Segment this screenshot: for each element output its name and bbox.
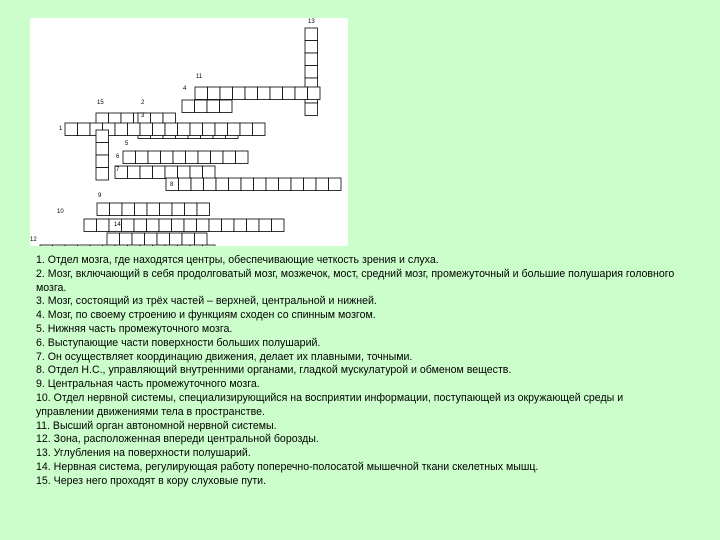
clue-item: 14. Нервная система, регулирующая работу поперечно-полосатой мышечной ткани скелетных мышц.: [36, 460, 539, 473]
crossword-cell: [195, 233, 208, 246]
crossword-cell: [283, 87, 296, 100]
crossword-cell: [203, 166, 216, 179]
crossword-cell: [178, 166, 191, 179]
crossword-cell: [241, 178, 254, 191]
crossword-cell: [65, 123, 78, 136]
crossword-cell: [305, 103, 318, 116]
crossword-cell: [266, 178, 279, 191]
crossword-number: 15: [97, 100, 104, 106]
crossword-cell: [204, 178, 217, 191]
crossword-cell: [304, 178, 317, 191]
crossword-cell: [145, 233, 158, 246]
clue-item: 10. Отдел нервной системы, специализирующийся на восприятии информации, поступающей из окружающей среды и управлении движениями тела в пространстве.: [36, 391, 624, 418]
crossword-number: 5: [125, 141, 129, 147]
crossword-cell: [254, 178, 267, 191]
crossword-cell: [253, 123, 266, 136]
crossword-cell: [96, 130, 109, 143]
crossword-cell: [279, 178, 292, 191]
crossword-cell: [134, 219, 147, 232]
crossword-cell: [140, 166, 153, 179]
crossword-cell: [236, 151, 249, 164]
crossword-cell: [179, 178, 192, 191]
crossword-cell: [209, 219, 222, 232]
crossword-cell: [122, 203, 135, 216]
crossword-cell: [229, 178, 242, 191]
crossword-number: 4: [183, 86, 187, 92]
crossword-cell: [115, 245, 128, 246]
crossword-cell: [128, 245, 141, 246]
crossword-cell: [190, 123, 203, 136]
crossword-cell: [136, 151, 149, 164]
crossword-cell: [270, 87, 283, 100]
crossword-cell: [97, 203, 110, 216]
crossword-cell: [233, 87, 246, 100]
clue-item: 8. Отдел Н.С., управляющий внутренними органами, гладкой мускулатурой и обменом веществ.: [36, 364, 512, 377]
clue-item: 9. Центральная часть промежуточного мозга.: [36, 378, 260, 391]
crossword-cell: [316, 178, 329, 191]
crossword-cell: [148, 151, 161, 164]
crossword-cell: [120, 233, 133, 246]
clue-item: 6. Выступающие части поверхности больших полушарий.: [36, 336, 321, 349]
crossword-grid-lines: [30, 18, 348, 246]
crossword-cell: [305, 66, 318, 79]
crossword-number: 2: [141, 100, 145, 106]
crossword-cell: [184, 219, 197, 232]
crossword-cell: [195, 100, 208, 113]
crossword-cell: [65, 245, 78, 246]
crossword-number: 14: [114, 222, 121, 228]
crossword-cell: [329, 178, 342, 191]
crossword-cell: [161, 151, 174, 164]
crossword-cell: [96, 155, 109, 168]
crossword-cell: [115, 123, 128, 136]
crossword-cell: [247, 219, 260, 232]
crossword-cell: [165, 166, 178, 179]
crossword-cell: [305, 41, 318, 54]
crossword-cell: [128, 166, 141, 179]
crossword-cell: [159, 219, 172, 232]
crossword-number: 3: [141, 113, 145, 119]
crossword-cell: [135, 203, 148, 216]
clue-item: 4. Мозг, по своему строению и функциям сходен со спинным мозгом.: [36, 309, 376, 322]
clue-item: 7. Он осуществляет координацию движения, делает их плавными, точными.: [36, 350, 413, 363]
crossword-cell: [40, 245, 53, 246]
crossword-number: 7: [116, 167, 120, 173]
crossword-cell: [222, 219, 235, 232]
clue-item: 13. Углубления на поверхности полушарий.: [36, 447, 251, 460]
crossword-cell: [147, 219, 160, 232]
crossword-cell: [123, 151, 136, 164]
crossword-cell: [190, 166, 203, 179]
crossword-cell: [211, 151, 224, 164]
crossword-cell: [153, 123, 166, 136]
crossword-cell: [216, 178, 229, 191]
crossword-cell: [191, 178, 204, 191]
crossword-cell: [157, 233, 170, 246]
crossword-cell: [203, 245, 216, 246]
crossword-cell: [90, 245, 103, 246]
crossword-cell: [203, 123, 216, 136]
crossword-cell: [185, 203, 198, 216]
clue-item: 2. Мозг, включающий в себя продолговатый мозг, мозжечок, мост, средний мозг, промежуточный и большие полушария головного мозга.: [36, 267, 675, 294]
crossword-cell: [178, 123, 191, 136]
crossword-cell: [245, 87, 258, 100]
crossword-cell: [220, 100, 233, 113]
crossword-grid: [30, 18, 348, 246]
crossword-cell: [160, 203, 173, 216]
crossword-cell: [128, 123, 141, 136]
clue-list: [36, 254, 676, 489]
crossword-cell: [96, 143, 109, 156]
clue-item: 12. Зона, расположенная впереди центральной борозды.: [36, 433, 319, 446]
crossword-cell: [140, 245, 153, 246]
crossword-cell: [53, 245, 66, 246]
crossword-cell: [122, 219, 135, 232]
crossword-cell: [147, 203, 160, 216]
crossword-cell: [78, 245, 91, 246]
crossword-number: 9: [98, 193, 102, 199]
clue-item: 11. Высший орган автономной нервной системы.: [36, 419, 277, 432]
clue-item: 1. Отдел мозга, где находятся центры, обеспечивающие четкость зрения и слуха.: [36, 254, 439, 266]
crossword-cell: [153, 166, 166, 179]
crossword-cell: [132, 233, 145, 246]
crossword-cell: [97, 219, 110, 232]
crossword-cell: [220, 87, 233, 100]
crossword-cell: [228, 123, 241, 136]
crossword-cell: [234, 219, 247, 232]
crossword-cell: [170, 233, 183, 246]
crossword-number: 6: [116, 154, 120, 160]
crossword-cell: [195, 87, 208, 100]
crossword-cell: [107, 233, 120, 246]
crossword-cell: [197, 203, 210, 216]
crossword-cell: [308, 87, 321, 100]
crossword-cell: [178, 245, 191, 246]
clue-item: 15. Через него проходят в кору слуховые пути.: [36, 474, 267, 487]
crossword-number: 11: [196, 74, 203, 80]
crossword-cell: [223, 151, 236, 164]
crossword-cell: [172, 219, 185, 232]
crossword-cell: [84, 219, 97, 232]
crossword-number: 12: [30, 237, 37, 243]
crossword-cell: [272, 219, 285, 232]
crossword-cell: [207, 100, 220, 113]
crossword-cell: [165, 123, 178, 136]
crossword-cell: [103, 245, 116, 246]
crossword-cell: [140, 123, 153, 136]
crossword-cell: [305, 28, 318, 41]
crossword-number: 10: [57, 209, 64, 215]
crossword-cell: [182, 100, 195, 113]
crossword-cell: [291, 178, 304, 191]
crossword-cell: [96, 168, 109, 181]
crossword-number: 13: [308, 19, 315, 25]
crossword-cell: [165, 245, 178, 246]
crossword-cell: [198, 151, 211, 164]
crossword-cell: [173, 151, 186, 164]
crossword-cell: [190, 245, 203, 246]
crossword-cell: [182, 233, 195, 246]
crossword-cell: [78, 123, 91, 136]
crossword-cell: [197, 219, 210, 232]
crossword-cell: [258, 87, 271, 100]
crossword-number: 1: [59, 126, 63, 132]
crossword-cell: [305, 53, 318, 66]
crossword-cell: [208, 87, 221, 100]
crossword-cell: [215, 123, 228, 136]
crossword-cell: [153, 245, 166, 246]
clue-item: 3. Мозг, состоящий из трёх частей – верхней, центральной и нижней.: [36, 295, 377, 308]
crossword-cell: [186, 151, 199, 164]
crossword-cell: [172, 203, 185, 216]
crossword-cell: [295, 87, 308, 100]
crossword-cell: [240, 123, 253, 136]
crossword-cell: [110, 203, 123, 216]
crossword-number: 8: [170, 182, 174, 188]
crossword-cell: [259, 219, 272, 232]
clue-item: 5. Нижняя часть промежуточного мозга.: [36, 322, 233, 335]
